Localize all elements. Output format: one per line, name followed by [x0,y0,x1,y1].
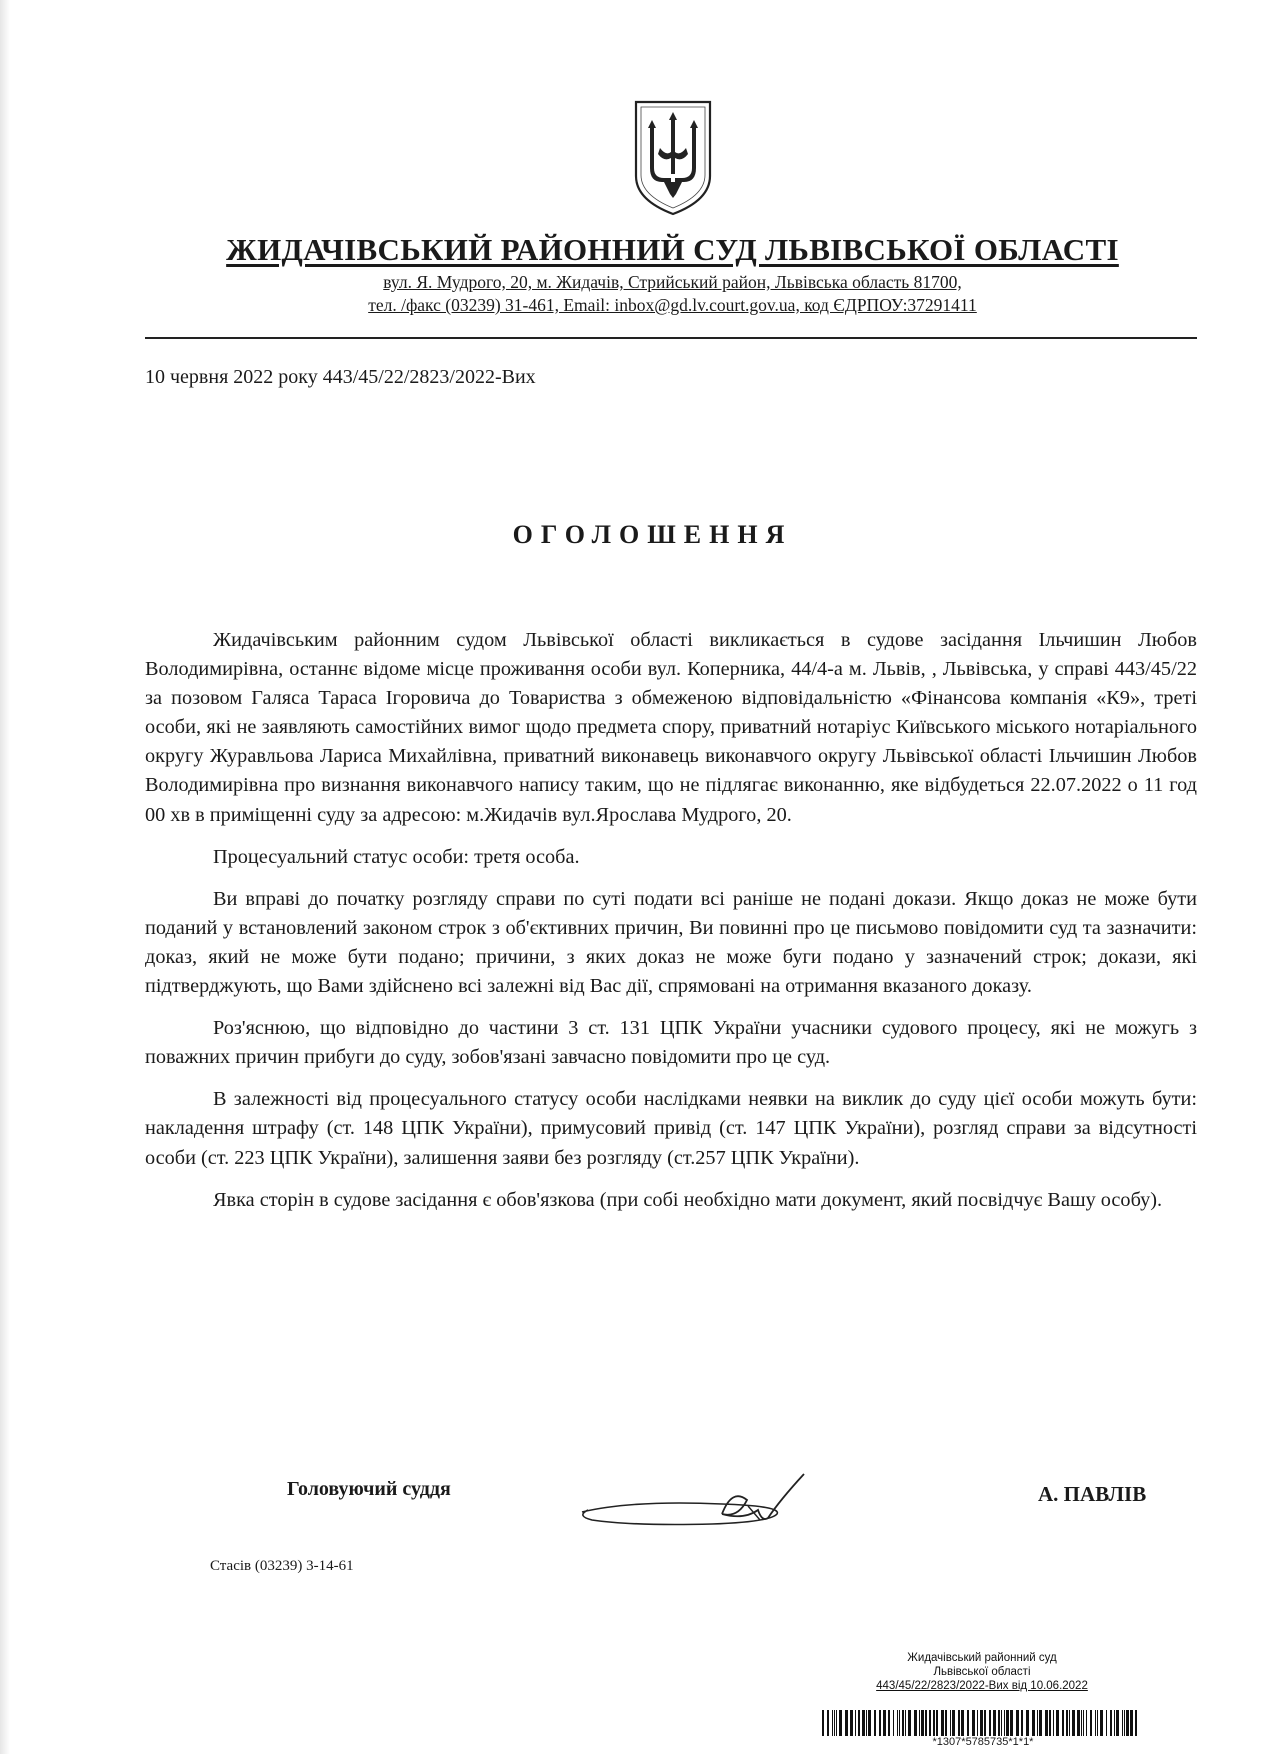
paragraph-attendance: Явка сторін в судове засідання є обов'язкова (при собі необхідно мати документ, який посвідчує Вашу особу). [213,1188,1163,1211]
barcode-bar [1032,1710,1035,1736]
barcode-bar [1106,1710,1107,1736]
barcode-bar [950,1710,951,1736]
barcode-bar [897,1710,898,1736]
signature-block [0,1470,1275,1540]
barcode-bar [883,1710,886,1736]
barcode-bar [1045,1710,1048,1736]
barcode-bar [1066,1710,1068,1736]
barcode-bar [1026,1710,1029,1736]
barcode-bar [1010,1710,1013,1736]
barcode-bar [1001,1710,1002,1736]
barcode-bar [1016,1710,1019,1736]
document-title: ОГОЛОШЕННЯ [512,520,793,549]
stamp-court: Жидачівський районний суд [907,1652,1057,1664]
barcode-bar [1062,1710,1064,1736]
barcode-bar [1081,1710,1082,1736]
barcode-bar [945,1710,947,1736]
barcode-bar [998,1710,1000,1736]
barcode-bar [1083,1710,1084,1736]
barcode-bar [989,1710,991,1736]
document-reference: 10 червня 2022 року 443/45/22/2823/2022-Вих [145,366,536,388]
barcode-bar [1116,1710,1119,1736]
barcode-bar [1100,1710,1103,1736]
barcode-bar [1069,1710,1070,1736]
barcode-bar [936,1710,938,1736]
notice-body [145,626,1197,1215]
barcode-bar [941,1710,944,1736]
paragraph-summons: Жидачівським районним судом Львівської області викликається в судове засідання Ільчишин Любов Володимирівна, останнє відоме місце проживання особи вул. Коперника, 44/4-а м. Львів, , Львівська, у справі 443/45/22 за позовом Галяса Тараса Ігоровича до Товариства з обмеженою відповідальністю «Фінансова компанія «К9», треті особи, які не заявляють самостійних вимог щодо предмета спору, приватний нотаріус Київського міського нотаріального округу Журавльова Лариса Михайлівна, приватний виконавець виконавчого округу Львівської області Ільчишин Любов Володимирівна про визнання виконавчого напису таким, що не підлягає виконанню, яке відбудеться 22.07.2022 о 11 год 00 хв в приміщенні суду за адресою: м.Жидачів вул.Ярослава Мудрого, 20. [145,629,1197,826]
barcode-bar [952,1710,955,1736]
barcode-bar [1077,1710,1080,1736]
barcode-bar [1114,1710,1115,1736]
trident-coat-of-arms-icon [632,98,714,218]
barcode-bar [1072,1710,1075,1736]
barcode-bar [1006,1710,1009,1736]
paragraph-evidence: Ви вправі до початку розгляду справи по суті подати всі раніше не подані докази. Якщо доказ не може бути поданий у встановлений законом строк з об'єктивних причин, Ви повинні про це письмово повідомити суд та зазначити: доказ, який не може бути подано; причини, з яких доказ не може буги подано у зазначений строк; докази, які підтверджують, що Вами здійснено всі залежні від Вас дії, спрямовані на отримання вказаного доказу. [145,887,1197,998]
barcode-bar [1135,1710,1137,1736]
paragraph-notice-absence: Роз'яснюю, що відповідно до частини 3 ст. 131 ЦПК України учасники судового процесу, які не можугь з поважних причин прибуги до суду, зобов'язані завчасно повідомити про це суд. [145,1017,1197,1069]
court-address: вул. Я. Мудрого, 20, м. Жидачів, Стрийський район, Львівська область 81700, [383,272,962,292]
header-divider [145,337,1197,339]
judge-role: Головуючий суддя [287,1478,451,1500]
barcode-bar [925,1710,927,1736]
barcode-bar [1021,1710,1023,1736]
barcode-bar [899,1710,900,1736]
barcode-bar [1126,1710,1129,1736]
barcode-bar [858,1710,860,1736]
barcode-bar [1090,1710,1092,1736]
barcode-bar [832,1710,833,1736]
barcode-bar [921,1710,924,1736]
barcode-bar [1095,1710,1096,1736]
barcode-bar [1130,1710,1133,1736]
barcode-bar [1124,1710,1125,1736]
court-name: ЖИДАЧІВСЬКИЙ РАЙОННИЙ СУД ЛЬВІВСЬКОЇ ОБЛАСТІ [226,232,1119,267]
barcode-bar [1039,1710,1042,1736]
barcode-bar [1037,1710,1038,1736]
court-contacts: тел. /факс (03239) 31-461, Email: inbox@gd.lv.court.gov.ua, код ЄДРПОУ:37291411 [368,295,977,315]
barcode-bar [958,1710,960,1736]
barcode-bar [862,1710,865,1736]
barcode-bar [1122,1710,1123,1736]
barcode-bar [834,1710,835,1736]
barcode-bar [888,1710,890,1736]
barcode-bar [1056,1710,1059,1736]
barcode-bar [874,1710,876,1736]
barcode-bar [1110,1710,1112,1736]
barcode-bar [1097,1710,1098,1736]
barcode-bar [1004,1710,1005,1736]
barcode-bar [933,1710,935,1736]
barcode-bar [967,1710,969,1736]
barcode-bar [993,1710,996,1736]
barcode-bar [984,1710,986,1736]
barcode-bar [908,1710,911,1736]
clerk-contact: Стасів (03239) 3-14-61 [210,1558,354,1574]
barcode-bar [972,1710,975,1736]
barcode-bar [961,1710,964,1736]
barcode-bar [866,1710,867,1736]
stamp-region: Львівської області [933,1666,1031,1678]
barcode-bar [822,1710,824,1736]
barcode-bar [980,1710,983,1736]
barcode-bar [893,1710,894,1736]
barcode-bar [1049,1710,1051,1736]
barcode-bar [929,1710,931,1736]
barcode-bar [905,1710,906,1736]
barcode-bar [902,1710,904,1736]
barcode-bar [855,1710,856,1736]
barcode [822,1710,1144,1736]
registration-stamp [822,1651,1142,1693]
judge-name: А. ПАВЛІВ [1038,1482,1147,1506]
barcode-bar [977,1710,978,1736]
barcode-bar [1086,1710,1087,1736]
barcode-bar [836,1710,837,1736]
handwritten-signature [572,1470,832,1540]
barcode-bar [879,1710,881,1736]
barcode-bar [1053,1710,1054,1736]
barcode-bar [827,1710,829,1736]
paragraph-status: Процесуальний статус особи: третя особа. [213,845,580,868]
barcode-bar [845,1710,848,1736]
barcode-bar [919,1710,920,1736]
stamp-reference: 443/45/22/2823/2022-Вих від 10.06.2022 [876,1680,1088,1692]
barcode-bar [868,1710,871,1736]
barcode-bar [839,1710,842,1736]
barcode-bar [850,1710,853,1736]
barcode-bar [914,1710,917,1736]
barcode-text: *1307*5785735*1*1* [932,1736,1034,1748]
paragraph-consequences: В залежності від процесуального статусу особи наслідками неявки на виклик до суду цієї особи можуть бути: накладення штрафу (ст. 148 ЦПК України), примусовий привід (ст. 147 ЦПК України), розгляд справи за відсутності особи (ст. 223 ЦПК України), залишення заяви без розгляду (ст.257 ЦПК України). [145,1088,1197,1169]
